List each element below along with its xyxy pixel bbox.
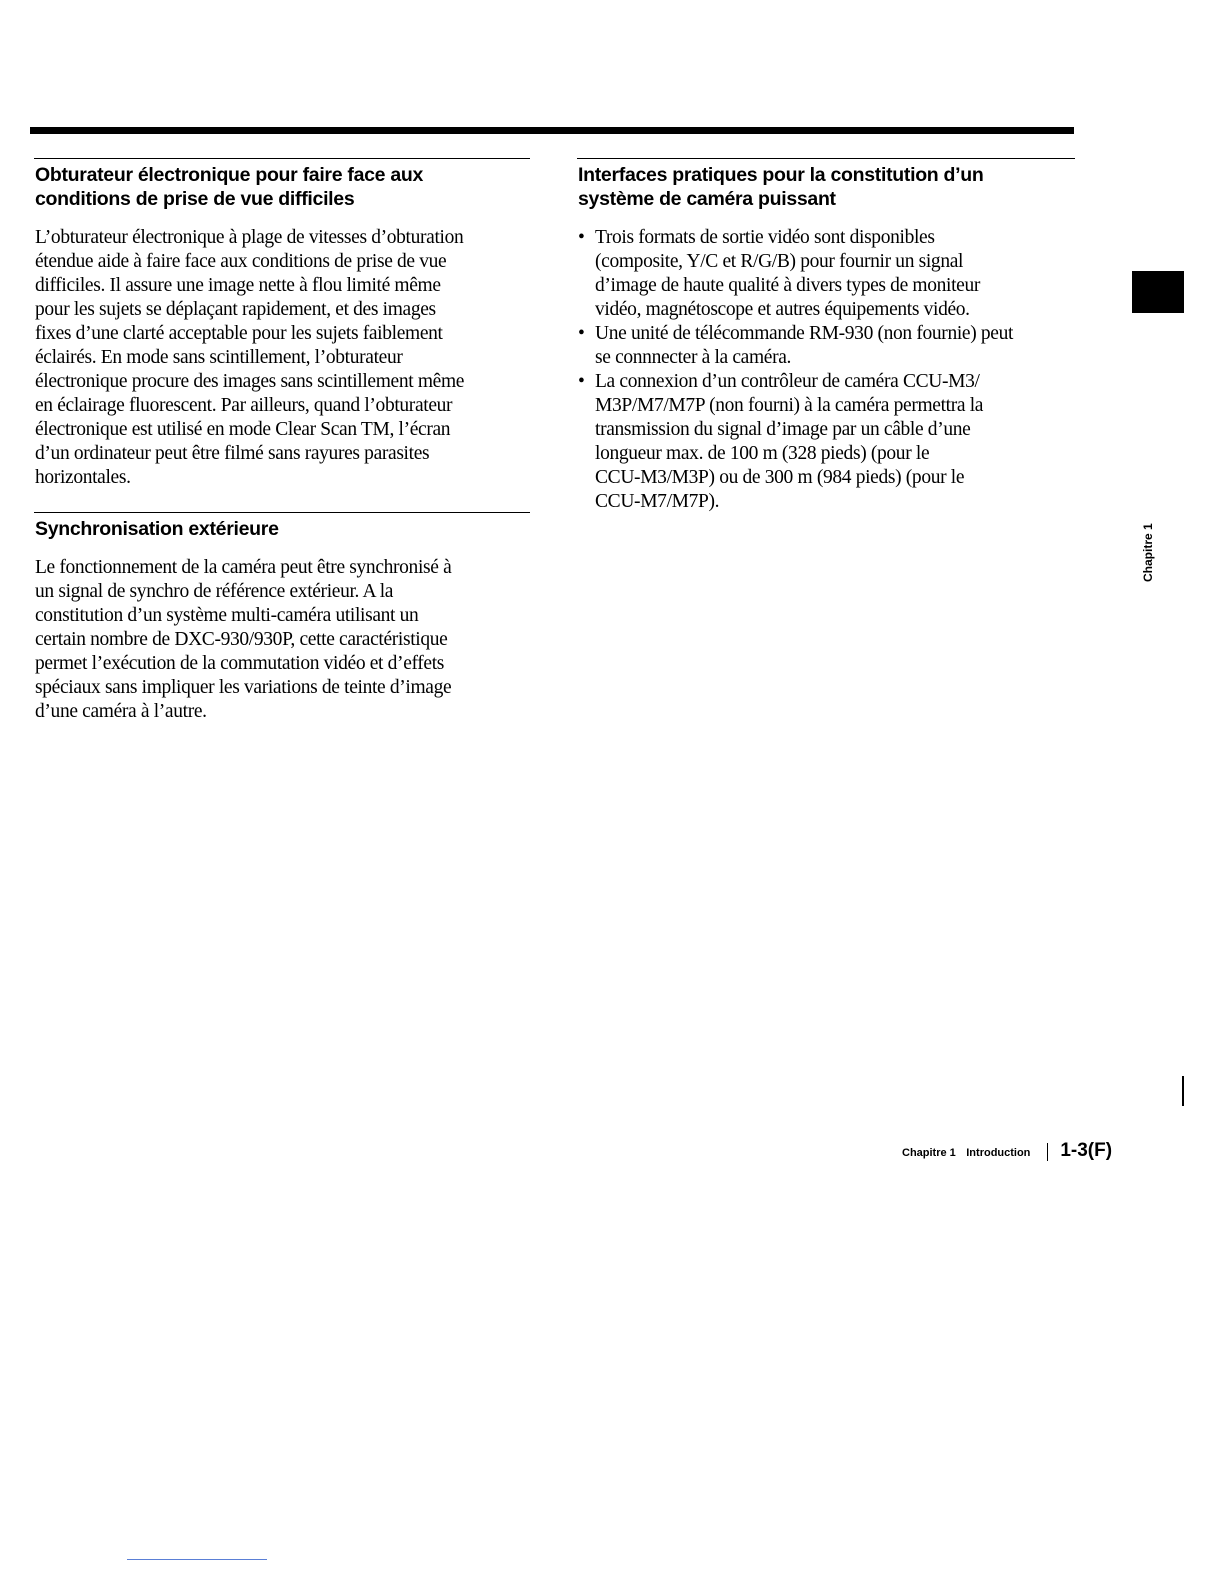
text-line: vidéo, magnétoscope et autres équipements vidéo.	[595, 299, 970, 320]
text-line: L’obturateur électronique à plage de vitesses d’obturation	[35, 227, 464, 248]
heading-line: système de caméra puissant	[578, 188, 836, 210]
text-line: d’un ordinateur peut être filmé sans rayures parasites	[35, 443, 430, 464]
section-rule	[34, 158, 530, 159]
section-interfaces	[578, 158, 1075, 514]
text-line: certain nombre de DXC-930/930P, cette caractéristique	[35, 629, 448, 650]
bullet-icon: •	[578, 371, 585, 392]
margin-bar	[1182, 1076, 1184, 1106]
list-item	[578, 370, 1075, 514]
chapter-tab-marker	[1132, 271, 1184, 313]
list-item	[578, 322, 1075, 370]
section-rule	[34, 512, 530, 513]
heading-line: conditions de prise de vue difficiles	[35, 188, 355, 210]
left-column	[35, 158, 530, 724]
section-rule	[577, 158, 1075, 159]
text-line: un signal de synchro de référence extérieur. A la	[35, 581, 394, 602]
text-line: La connexion d’un contrôleur de caméra CCU-M3/	[595, 371, 980, 392]
chapter-side-label: Chapitre 1	[1141, 523, 1155, 582]
page-number: 1-3(F)	[1060, 1140, 1113, 1161]
text-line: (composite, Y/C et R/G/B) pour fournir un signal	[595, 251, 964, 272]
footer-title: Introduction	[966, 1147, 1031, 1159]
section-external-sync	[35, 512, 530, 724]
text-line: d’une caméra à l’autre.	[35, 701, 207, 722]
text-line: se connnecter à la caméra.	[595, 347, 792, 368]
footer-chapter: Chapitre 1	[902, 1147, 956, 1159]
section-paragraph	[35, 556, 530, 724]
text-line: horizontales.	[35, 467, 131, 488]
text-line: pour les sujets se déplaçant rapidement, et des images	[35, 299, 436, 320]
text-line: difficiles. Il assure une image nette à flou limité même	[35, 275, 441, 296]
text-line: électronique procure des images sans scintillement même	[35, 371, 465, 392]
bullet-icon: •	[578, 323, 585, 344]
text-line: Une unité de télécommande RM-930 (non fournie) peut	[595, 323, 1014, 344]
text-line: éclairés. En mode sans scintillement, l’obturateur	[35, 347, 403, 368]
text-line: fixes d’une clarté acceptable pour les sujets faiblement	[35, 323, 443, 344]
section-paragraph	[35, 226, 530, 490]
text-line: permet l’exécution de la commutation vidéo et d’effets	[35, 653, 445, 674]
section-heading	[35, 517, 530, 541]
text-line: Le fonctionnement de la caméra peut être synchronisé à	[35, 557, 452, 578]
text-line: d’image de haute qualité à divers types de moniteur	[595, 275, 981, 296]
footer-separator	[1047, 1143, 1048, 1161]
text-line: électronique est utilisé en mode Clear Scan TM, l’écran	[35, 419, 451, 440]
text-line: en éclairage fluorescent. Par ailleurs, quand l’obturateur	[35, 395, 453, 416]
heading-line: Interfaces pratiques pour la constitution d’un	[578, 164, 984, 186]
text-line: longueur max. de 100 m (328 pieds) (pour le	[595, 443, 930, 464]
list-item	[578, 226, 1075, 322]
heading-line: Synchronisation extérieure	[35, 518, 279, 540]
text-line: M3P/M7/M7P (non fourni) à la caméra permettra la	[595, 395, 984, 416]
bottom-line	[127, 1559, 267, 1560]
text-line: CCU-M7/M7P).	[595, 491, 720, 512]
right-column	[578, 158, 1075, 514]
bullet-list	[578, 226, 1075, 514]
heading-line: Obturateur électronique pour faire face aux	[35, 164, 424, 186]
text-line: étendue aide à faire face aux conditions de prise de vue	[35, 251, 447, 272]
section-electronic-shutter	[35, 158, 530, 490]
text-line: transmission du signal d’image par un câble d’une	[595, 419, 971, 440]
text-line: constitution d’un système multi-caméra utilisant un	[35, 605, 419, 626]
section-heading	[35, 163, 530, 211]
text-line: Trois formats de sortie vidéo sont disponibles	[595, 227, 935, 248]
page-footer	[902, 1140, 1112, 1162]
text-line: spéciaux sans impliquer les variations de teinte d’image	[35, 677, 452, 698]
section-heading	[578, 163, 1075, 211]
top-rule	[30, 127, 1074, 134]
bullet-icon: •	[578, 227, 585, 248]
text-line: CCU-M3/M3P) ou de 300 m (984 pieds) (pour le	[595, 467, 965, 488]
